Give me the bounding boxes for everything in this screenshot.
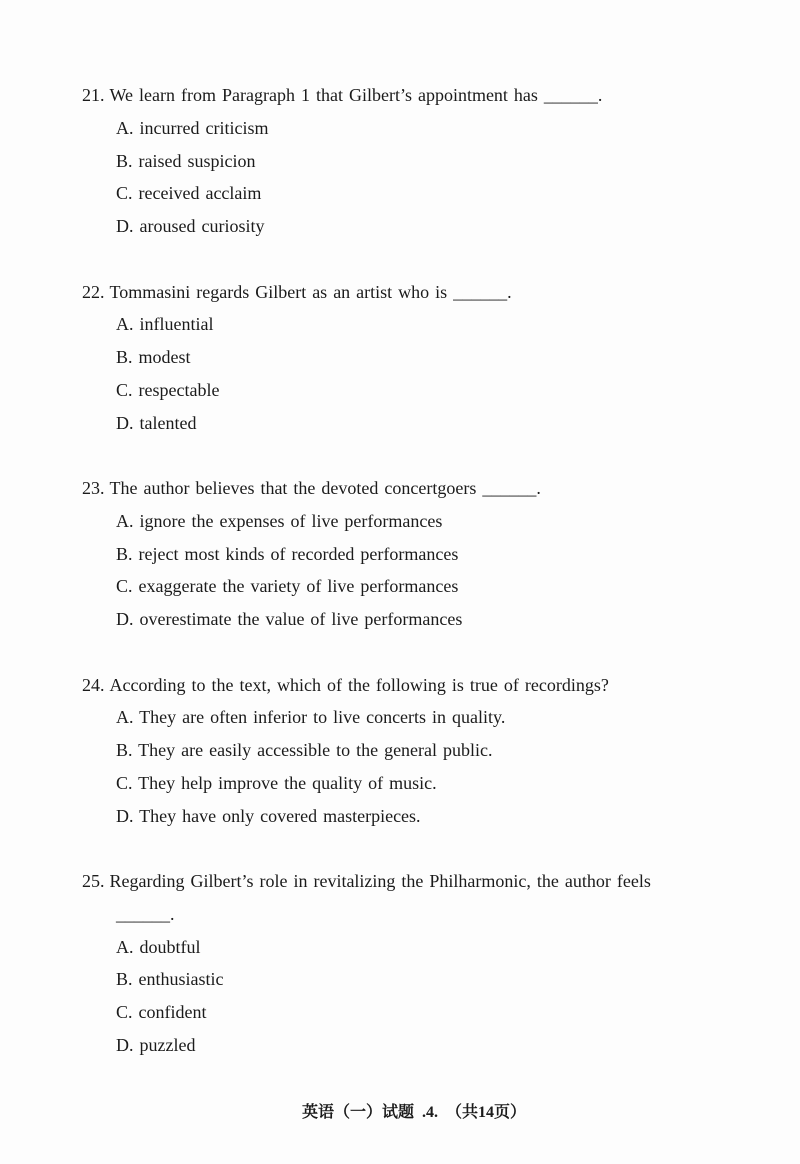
question-24 xyxy=(82,669,782,833)
question-21 xyxy=(82,79,782,243)
footer-total-pages: （共14页） xyxy=(446,1104,527,1121)
option-c: C. They help improve the quality of music. xyxy=(116,772,437,793)
question-stem xyxy=(82,79,782,112)
question-number: 22. xyxy=(82,281,105,302)
question-stem xyxy=(82,669,782,702)
option-b: B. raised suspicion xyxy=(116,150,256,171)
footer-subject: 英语（一）试题 xyxy=(301,1104,414,1121)
option-a: A. influential xyxy=(116,314,214,335)
option-c: C. respectable xyxy=(116,379,220,400)
question-23 xyxy=(82,472,782,636)
question-stem-continuation: ______. xyxy=(116,903,175,924)
option-c: C. confident xyxy=(116,1002,207,1022)
question-text: According to the text, which of the following is true of recordings? xyxy=(109,674,609,695)
question-25 xyxy=(82,865,782,1062)
footer-page-number: .4. xyxy=(422,1104,438,1121)
question-stem xyxy=(82,276,782,309)
option-b: B. reject most kinds of recorded performances xyxy=(116,543,459,564)
question-stem xyxy=(82,472,782,505)
question-number: 24. xyxy=(82,674,105,695)
question-text: The author believes that the devoted concertgoers ______. xyxy=(109,478,541,498)
option-b: B. They are easily accessible to the general public. xyxy=(116,740,493,760)
option-d: D. overestimate the value of live performances xyxy=(116,609,463,629)
page-footer xyxy=(0,1100,800,1126)
option-d: D. talented xyxy=(116,412,197,433)
question-22 xyxy=(82,276,782,440)
option-b: B. modest xyxy=(116,347,191,367)
question-text: We learn from Paragraph 1 that Gilbert’s appointment has ______. xyxy=(109,85,603,105)
option-a: A. They are often inferior to live concerts in quality. xyxy=(116,707,506,728)
option-d: D. They have only covered masterpieces. xyxy=(116,805,421,826)
question-text: Regarding Gilbert’s role in revitalizing the Philharmonic, the author feels xyxy=(109,871,651,891)
option-b: B. enthusiastic xyxy=(116,969,224,990)
option-c: C. exaggerate the variety of live performances xyxy=(116,576,459,597)
option-a: A. incurred criticism xyxy=(116,117,269,138)
option-c: C. received acclaim xyxy=(116,183,262,204)
question-number: 21. xyxy=(82,85,105,105)
question-number: 25. xyxy=(82,871,105,891)
option-a: A. ignore the expenses of live performances xyxy=(116,510,443,531)
question-list xyxy=(82,79,782,1094)
question-number: 23. xyxy=(82,478,105,498)
option-d: D. puzzled xyxy=(116,1034,196,1055)
question-stem xyxy=(82,865,782,898)
question-text: Tommasini regards Gilbert as an artist who is ______. xyxy=(109,281,512,302)
option-d: D. aroused curiosity xyxy=(116,216,265,236)
option-a: A. doubtful xyxy=(116,936,201,957)
